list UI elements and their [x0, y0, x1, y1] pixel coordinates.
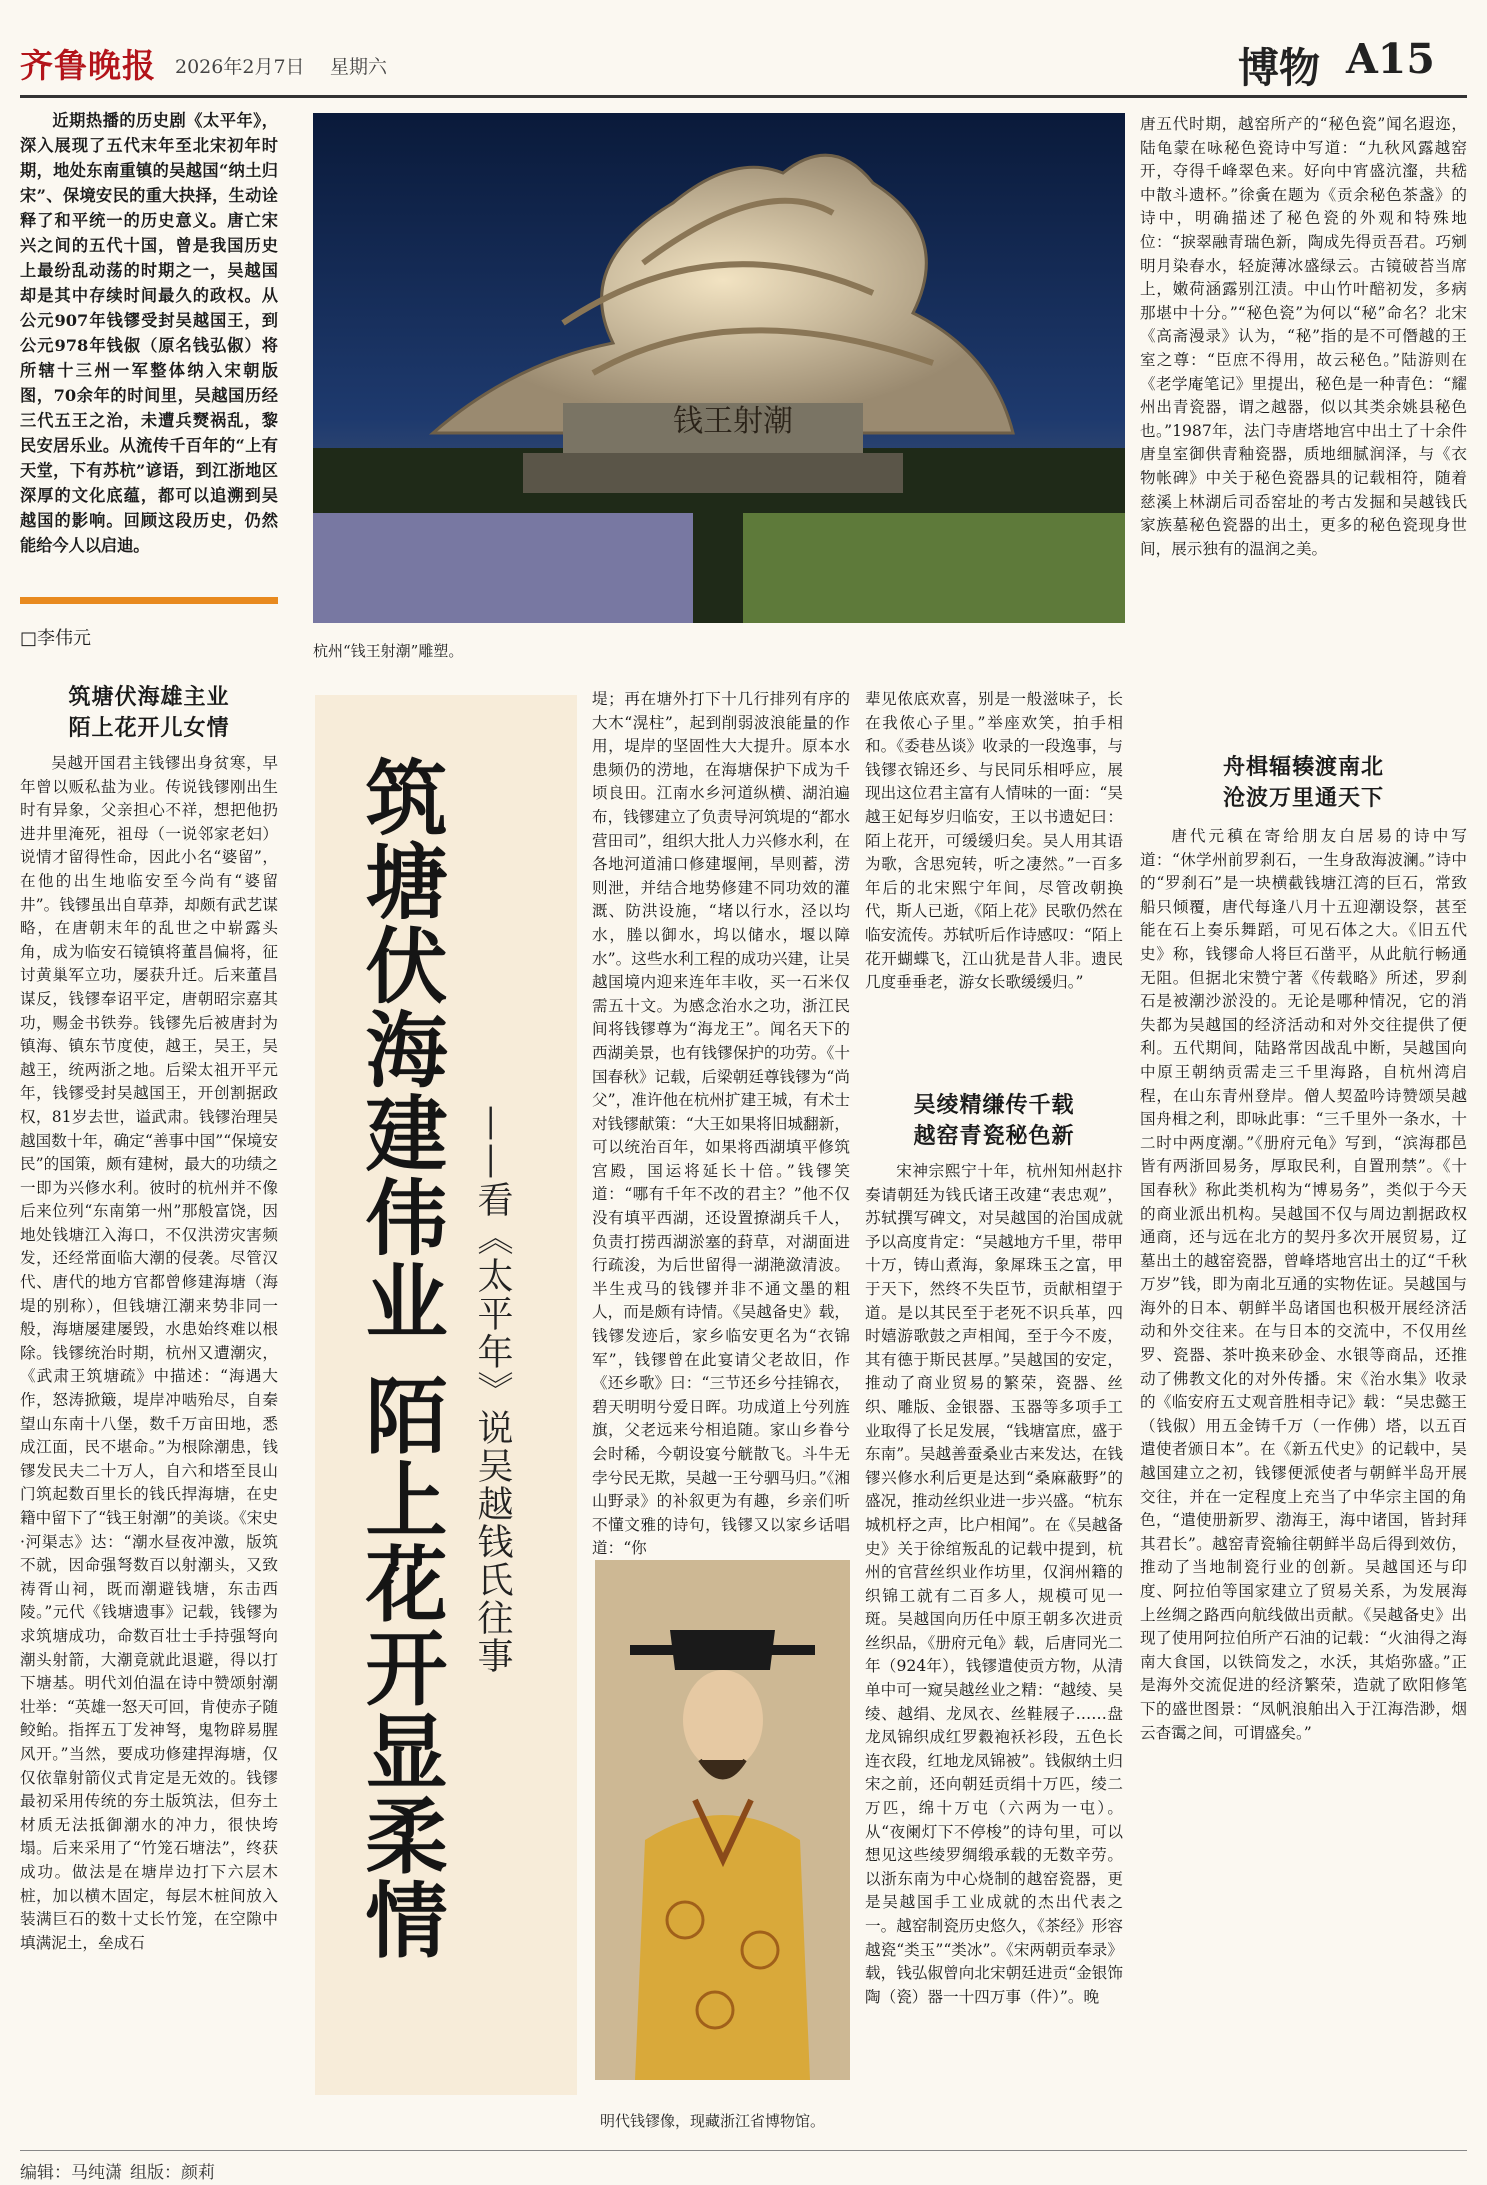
masthead-logo: 齐鲁晚报 [20, 46, 156, 85]
header-rule [20, 95, 1467, 98]
column3-body-top: 辈见侬底欢喜，别是一般滋味子，长在我侬心子里。”举座欢笑，拍手相和。《委巷丛谈》收录的一段逸事，与钱镠衣锦还乡、与民同乐相呼应，展现出这位君主富有人情味的一面：“吴越王妃每岁归临安，王以书遗妃曰：陌上花开，可缓缓归矣。吴人用其语为歌，含思宛转，听之凄然。”一百多年后的北宋熙宁年间，尽管改朝换代，斯人已逝，《陌上花》民歌仍然在临安流传。苏轼听后作诗感叹：“陌上花开蝴蝶飞，江山犹是昔人非。遗民几度垂垂老，游女长歌缓缓归。” [865, 690, 1123, 992]
column2-body: 堤；再在塘外打下十几行排列有序的大木“滉柱”，起到削弱波浪能量的作用，堤岸的坚固性大大提升。原本水患频仍的涝地，在海塘保护下成为千顷良田。江南水乡河道纵横、湖泊遍布，钱镠建立了负责导河筑堤的“都水营田司”，组织大批人力兴修水利，在各地河道浦口修建堰闸，旱则蓄，涝则泄，并结合地势修建不同功效的灌溉、防洪设施，“堵以行水，泾以均水，塍以御水，坞以储水，堰以障水”。这些水利工程的成功兴建，让吴越国境内迎来连年丰收，买一石米仅需五十文。为感念治水之功，浙江民间将钱镠尊为“海龙王”。闻名天下的西湖美景，也有钱镠保护的功劳。《十国春秋》记载，后梁朝廷尊钱镠为“尚父”，准许他在杭州扩建王城，有术士对钱镠献策：“大王如果将旧城翻新，可以统治百年，如果将西湖填平修筑宫殿，国运将延长十倍。”钱镠笑道：“哪有千年不改的君主？”他不仅没有填平西湖，还设置撩湖兵千人，负责打捞西湖淤塞的葑草，对湖面进行疏浚，为后世留得一湖滟潋清波。半生戎马的钱镠并非不通文墨的粗人，而是颇有诗情。《吴越备史》载，钱镠发迹后，家乡临安更名为“衣锦军”，钱镠曾在此宴请父老故旧，作《还乡歌》曰：“三节还乡兮挂锦衣，碧天明明兮爱日晖。功成道上兮列旌旗，父老远来兮相追随。家山乡眷兮会时稀，今朝设宴兮觥散飞。斗牛无孛兮民无欺，吴越一王兮驷马归。”《湘山野录》的补叙更为有趣，乡亲们听不懂文雅的诗句，钱镠又以家乡话唱道：“你 [592, 690, 850, 1558]
section-name: 博物 [1238, 44, 1320, 92]
statue-inscription: 钱王射潮 [673, 404, 793, 439]
section1-body: 吴越开国君主钱镠出身贫寒，早年曾以贩私盐为业。传说钱镠刚出生时有异象，父亲担心不祥，想把他扔进井里淹死，祖母（一说邻家老妇）说情才留得性命，因此小名“婆留”，在他的出生地临安至今尚有“婆留井”。钱镠虽出自草莽，却颇有武艺谋略，在唐朝末年的乱世之中崭露头角，成为临安石镜镇将董昌偏将，征讨黄巢军立功，屡获升迁。后来董昌谋反，钱镠奉诏平定，唐朝昭宗嘉其功，赐金书铁券。钱镠先后被唐封为镇海、镇东节度使，越王，吴王，吴越王，统两浙之地。后梁太祖开平元年，钱镠受封吴越国王，开创割据政权，81岁去世，谥武肃。钱镠治理吴越国数十年，确定“善事中国”“保境安民”的国策，颇有建树，最大的功绩之一即为兴修水利。彼时的杭州并不像后来位列“东南第一州”那般富饶，因地处钱塘江入海口，不仅洪涝灾害频发，还经常面临大潮的侵袭。尽管汉代、唐代的地方官都曾修建海塘（海堤的别称），但钱塘江潮来势非同一般，海塘屡建屡毁，水患始终难以根除。钱镠统治时期，杭州又遭潮灾，《武肃王筑塘疏》中描述：“海遇大作，怒涛掀簸，堤岸冲啮殆尽，自秦望山东南十八堡，数千万亩田地，悉成江面，民不堪命。”为根除潮患，钱镠发民夫二十万人，自六和塔至艮山门筑起数百里长的钱氏捍海塘，在史籍中留下了“钱王射潮”的美谈。《宋史·河渠志》达：“潮水昼夜冲激，版筑不就，因命强弩数百以射潮头，又致祷胥山祠，既而潮避钱塘，东击西陵。”元代《钱塘遗事》记载，钱镠为求筑塘成功，命数百壮士手持强弩向潮头射箭，大潮竟就此退避，得以打下塘基。明代刘伯温在诗中赞颂射潮壮举：“英雄一怒天可回，肯使赤子随鲛鲐。指挥五丁发神弩，鬼物辟易腥风开。”当然，要成功修建捍海塘，仅仅依靠射箭仪式肯定是无效的。钱镠最初采用传统的夯土版筑法，但夯土材质无法抵御潮水的冲力，很快垮塌。后来采用了“竹笼石塘法”，终获成功。做法是在塘岸边打下六层木桩，加以横木固定，每层木桩间放入装满巨石的数十丈长竹笼，在空隙中填满泥土，垒成石 [20, 754, 278, 1952]
photo1-caption: 杭州“钱王射潮”雕塑。 [313, 642, 464, 660]
section1-heading: 筑塘伏海雄主业 陌上花开儿女情 [68, 684, 230, 741]
footer-rule [20, 2150, 1467, 2151]
section3-body: 唐代元稹在寄给朋友白居易的诗中写道：“休学州前罗刹石，一生身敌海波澜。”诗中的“罗刹石”是一块横截钱塘江湾的巨石，常致船只倾覆，唐代每逢八月十五迎潮设祭，甚至能在石上奏乐舞蹈，可见石体之大。《旧五代史》称，钱镠命人将巨石凿平，从此航行畅通无阻。但据北宋赞宁著《传载略》所述，罗刹石是被潮沙淤没的。无论是哪种情况，它的消失都为吴越国的经济活动和对外交往提供了便利。五代期间，陆路常因战乱中断，吴越国向中原王朝纳贡需走三千里海路，自杭州湾启程，在山东青州登岸。僧人契盈吟诗赞颂吴越国舟楫之利，即咏此事：“三千里外一条水，十二时中两度潮。”《册府元龟》写到，“滨海郡邑皆有两浙回易务，厚取民利，自置刑禁”。《十国春秋》称此类机构为“博易务”，类似于今天的商业派出机构。吴越国不仅与周边割据政权通商，还与远在北方的契丹多次开展贸易，辽墓出土的越窑瓷器，曾峰塔地宫出土的辽“千秋万岁”钱，即为南北互通的实物佐证。吴越国与海外的日本、朝鲜半岛诸国也积极开展经济活动和外交往来。在与日本的交流中，不仅用丝罗、瓷器、茶叶换来砂金、水银等商品，还推动了佛教文化的对外传播。宋《治水集》收录的《临安府五丈观音胜相寺记》载：“吴忠懿王（钱俶）用五金铸千万（一作佛）塔，以五百遣使者颁日本”。在《新五代史》的记载中，吴越国建立之初，钱镠便派使者与朝鲜半岛开展交往，并在一定程度上充当了中华宗主国的角色，“遣使册新罗、渤海王，海中诸国，皆封拜其君长”。越窑青瓷输往朝鲜半岛后得到效仿，推动了当地制瓷行业的创新。吴越国还与印度、阿拉伯等国家建立了贸易关系，为发展海上丝绸之路西向航线做出贡献。《吴越备史》出现了使用阿拉伯所产石油的记载：“火油得之海南大食国，以铁筒发之，水沃，其焰弥盛。”正是海外交流促进的经济繁荣，造就了欧阳修笔下的盛世图景：“凤帆浪舶出入于江海浩渺，烟云杳霭之间，可谓盛矣。” [1140, 827, 1467, 1742]
intro-text: 近期热播的历史剧《太平年》，深入展现了五代末年至北宋初年时期，地处东南重镇的吴越国“纳土归宋”、保境安民的重大抉择，生动诠释了和平统一的历史意义。唐亡宋兴之间的五代十国，曾是我国历史上最纷乱动荡的时期之一，吴越国却是其中存续时间最久的政权。从公元907年钱镠受封吴越国王，到公元978年钱俶（原名钱弘俶）将所辖十三州一军整体纳入宋朝版图，70余年的时间里，吴越国历经三代五王之治，未遭兵燹祸乱，黎民安居乐业。从流传千百年的“上有天堂，下有苏杭”谚语，到江浙地区深厚的文化底蕴，都可以追溯到吴越国的影响。回顾这段历史，仍然能给今人以启迪。 [20, 111, 278, 555]
article-subtitle: ——看《太平年》说吴越钱氏往事 [472, 1105, 513, 1675]
section2-body-top: 宋神宗熙宁十年，杭州知州赵抃奏请朝廷为钱氏诸王改建“表忠观”，苏轼撰写碑文，对吴越国的治国成就予以高度肯定：“吴越地方千里，带甲十万，铸山煮海，象犀珠玉之富，甲于天下，然终不失臣节，贡献相望于道。是以其民至于老死不识兵革，四时嬉游歌鼓之声相闻，至于今不废，其有德于斯民甚厚。”吴越国的安定，推动了商业贸易的繁荣，瓷器、丝织、雕版、金银器、玉器等多项手工业取得了长足发展，“钱塘富庶，盛于东南”。吴越善蚕桑业古来发达，在钱镠兴修水利后更是达到“桑麻蔽野”的盛况，推动丝织业进一步兴盛。“杭东城机杼之声，比户相闻”。在《吴越备史》关于徐绾叛乱的记载中提到，杭州的官营丝织业作坊里，仅润州籍的织锦工就有二百多人，规模可见一斑。吴越国向历任中原王朝多次进贡丝织品，《册府元龟》载，后唐同光二年（924年），钱镠遣使贡方物，从清单中可一窥吴越丝业之精：“越绫、吴绫、越绢、龙凤衣、丝鞋屐子……盘龙凤锦织成红罗縠袍袄衫段，五色长连衣段，红地龙凤锦被”。钱俶纳土归宋之前，还向朝廷贡绢十万匹，绫二万匹，绵十万屯（六两为一屯）。从“夜阑灯下不停梭”的诗句里，可以想见这些绫罗绸缎承载的无数辛劳。以浙东南为中心烧制的越窑瓷器，更是吴越国手工业成就的杰出代表之一。越窑制瓷历史悠久，《茶经》形容越瓷“类玉”“类冰”。《宋两朝贡奉录》载，钱弘俶曾向北宋朝廷进贡“金银饰陶（瓷）器一十四万事（件）”。晚 [865, 1162, 1123, 2006]
article-title: 筑塘伏海建伟业 陌上花开显柔情 [352, 755, 448, 1962]
statue-photo [313, 113, 1125, 623]
section3-heading: 舟楫辐辏渡南北 沧波万里通天下 [1222, 754, 1384, 811]
section2-heading: 吴绫精缣传千载 越窑青瓷秘色新 [913, 1092, 1075, 1149]
intro-divider [20, 597, 278, 604]
section2-body-bottom [865, 1540, 1123, 2130]
page-number: A15 [1346, 35, 1435, 83]
photo2-caption: 明代钱镠像，现藏浙江省博物馆。 [600, 2112, 826, 2130]
column4-body-top: 唐五代时期，越窑所产的“秘色瓷”闻名遐迩，陆龟蒙在咏秘色瓷诗中写道：“九秋风露越窑开，夺得千峰翠色来。好向中宵盛沆瀣，共嵇中散斗遗杯。”徐夤在题为《贡余秘色茶盏》的诗中，明确描述了秘色瓷的外观和特殊地位：“捩翠融青瑞色新，陶成先得贡吾君。巧剜明月染春水，轻旋薄冰盛绿云。古镜破苔当席上，嫩荷涵露别江渍。中山竹叶醅初发，多病那堪中十分。”“秘色瓷”为何以“秘”命名？北宋《高斋漫录》认为，“秘”指的是不可僭越的王室之尊：“臣庶不得用，故云秘色。”陆游则在《老学庵笔记》里提出，秘色是一种青色：“耀州出青瓷器，谓之越器，似以其类余姚县秘色也。”1987年，法门寺唐塔地宫中出土了十余件唐皇室御供青釉瓷器，质地细腻润泽，与《衣物帐碑》中关于秘色瓷器具的记载相符，随着慈溪上林湖后司岙窑址的考古发掘和吴越钱氏家族墓秘色瓷器的出土，更多的秘色瓷现身世间，展示独有的温润之美。 [1140, 115, 1467, 558]
issue-weekday: 星期六 [330, 56, 388, 78]
editor-credit: 编辑：马纯潇 [20, 2163, 122, 2183]
issue-date: 2026年2月7日 [175, 56, 305, 78]
portrait-photo [595, 1560, 850, 2080]
author-byline: □李伟元 [20, 628, 92, 649]
layout-credit: 组版：颜莉 [130, 2163, 215, 2183]
